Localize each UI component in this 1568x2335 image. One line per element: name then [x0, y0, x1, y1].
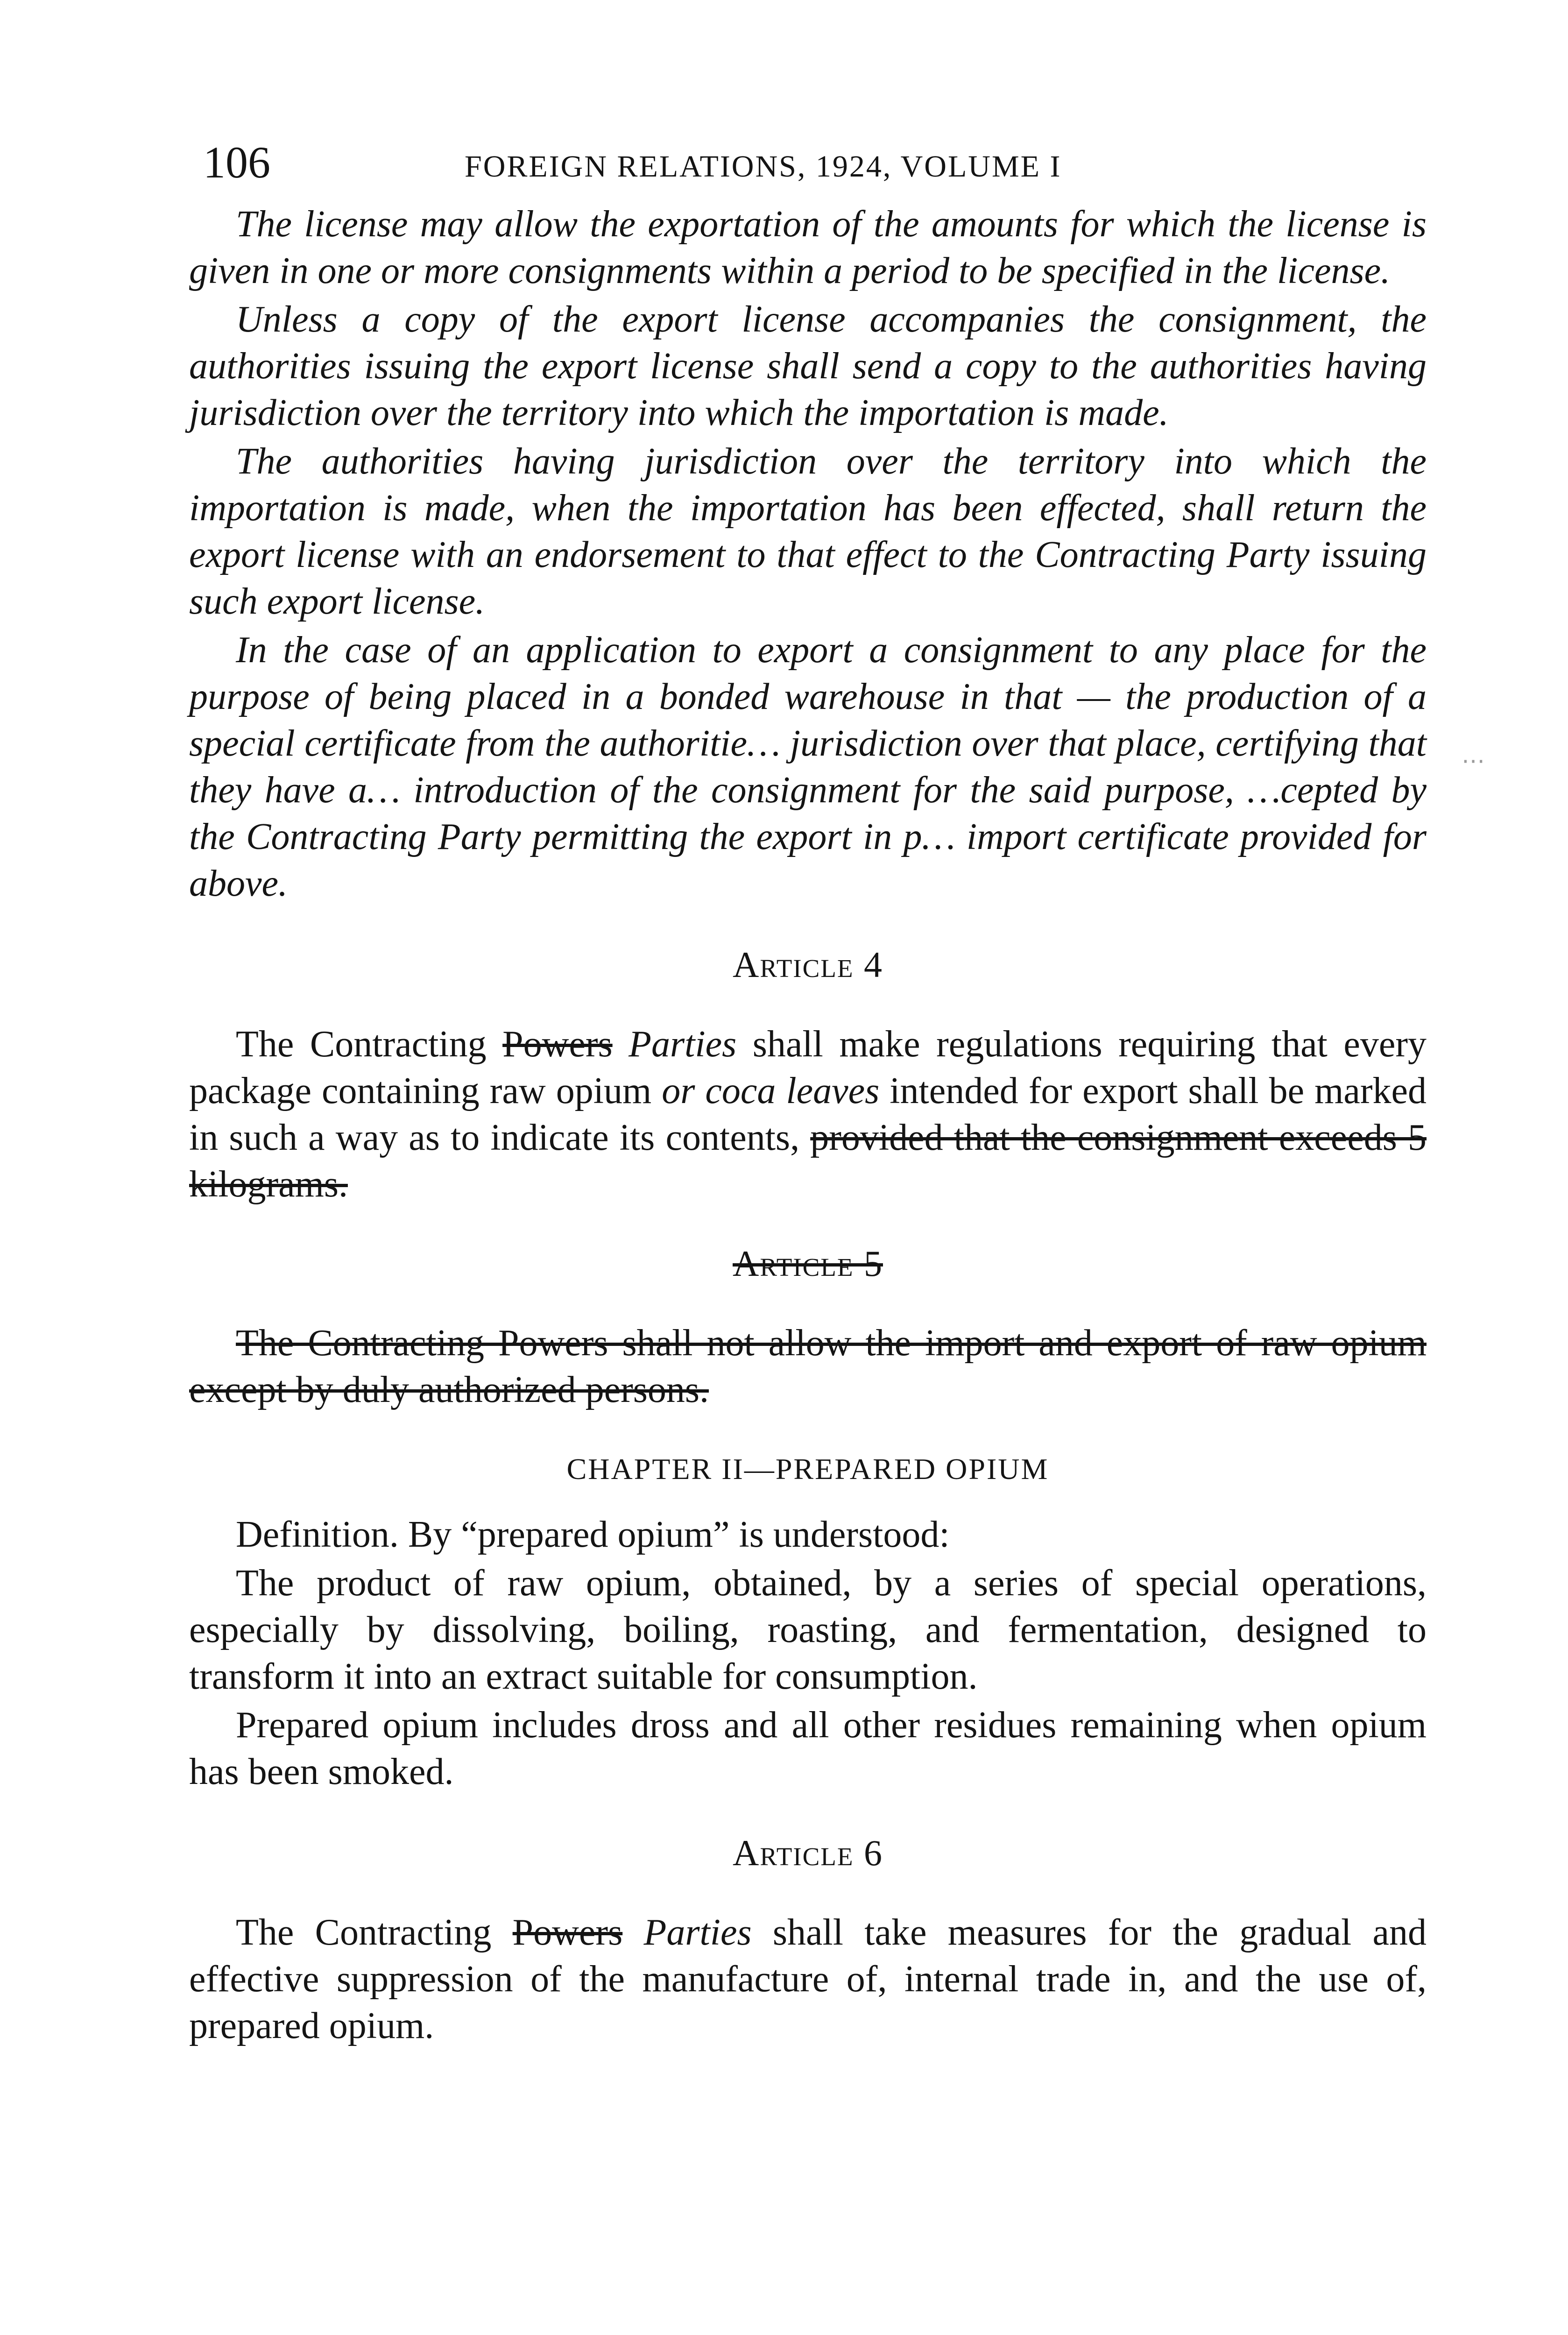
article-5-heading-struck: Article 5 — [733, 1243, 883, 1284]
article-5-text — [189, 1320, 1427, 1413]
paragraph-license-period: The license may allow the exportation of the amounts for which the license is given in one or more consignments within a period to be specified in the license. — [189, 204, 1427, 291]
definition-product: The product of raw opium, obtained, by a series of special operations, especially by dissolving, boiling, roasting, and fermentation, designed to transform it into an extract suitable for consumption. — [189, 1563, 1427, 1697]
article-6-text — [189, 1909, 1427, 2049]
article-4-struck-powers: Powers — [502, 1024, 613, 1065]
article-4-heading: Article 4 — [733, 944, 883, 985]
article-5-struck-text: The Contracting Powers shall not allow the import and export of raw opium except by duly authorized persons. — [189, 1323, 1427, 1410]
article-4-text-part3: shall make regulations requiring that every package containing raw opium — [189, 1024, 1427, 1111]
running-title: FOREIGN RELATIONS, 1924, VOLUME I — [465, 149, 1062, 184]
running-head — [189, 135, 1427, 187]
article-4-text-part1: The Contracting — [236, 1024, 503, 1065]
article-6-inserted-parties: Parties — [622, 1912, 752, 1953]
paragraph-copy-of-license: Unless a copy of the export license accompanies the consignment, the authorities issuing the export license shall send a copy to the authorities having jurisdiction over the territory into which the importation is made. — [189, 299, 1427, 433]
article-4-text-part5: intended for export shall be marked in such a way as to indicate its contents, — [189, 1070, 1427, 1158]
article-4-inserted-coca-leaves: or coca leaves — [662, 1070, 880, 1111]
paragraph-bonded-warehouse: In the case of an application to export a consignment to any place for the purpose of being placed in a bonded warehouse in that — the production of a special certificate from the authoritie… jurisdiction over that place, certifying that they have a… introduction of the consignment for the said purpose, …cepted by the Contracting Party permitting the export in p… import certificate provided for above. — [189, 630, 1427, 904]
definition-line: Definition. By “prepared opium” is understood: — [236, 1514, 950, 1555]
article-4-inserted-parties: Parties — [612, 1024, 737, 1065]
article-5-heading — [189, 1240, 1427, 1287]
article-6-struck-powers: Powers — [512, 1912, 623, 1953]
paragraph-return-license: The authorities having jurisdiction over the territory into which the importation is made, when the importation has been effected, shall return the export license with an endorsement to that effect to the Contracting Party issuing such export license. — [189, 441, 1427, 622]
document-page — [189, 135, 1427, 2335]
continued-provisions — [189, 201, 1427, 907]
article-4-struck-proviso: provided that the consignment exceeds 5 kilograms. — [189, 1117, 1427, 1205]
scan-smudge-mark: ⋯ — [1462, 747, 1485, 774]
chapter-2-heading: CHAPTER II—PREPARED OPIUM — [566, 1452, 1049, 1486]
article-6-text-part1: The Contracting — [236, 1912, 513, 1953]
definition-includes: Prepared opium includes dross and all other residues remaining when opium has been smoked. — [189, 1705, 1427, 1792]
article-6-heading: Article 6 — [733, 1833, 883, 1873]
page-number: 106 — [203, 137, 270, 187]
article-4-text — [189, 1021, 1427, 1208]
article-6-text-part3: shall take measures for the gradual and effective suppression of the manufacture of, internal trade in, and the use of, prepared opium. — [189, 1912, 1427, 2046]
